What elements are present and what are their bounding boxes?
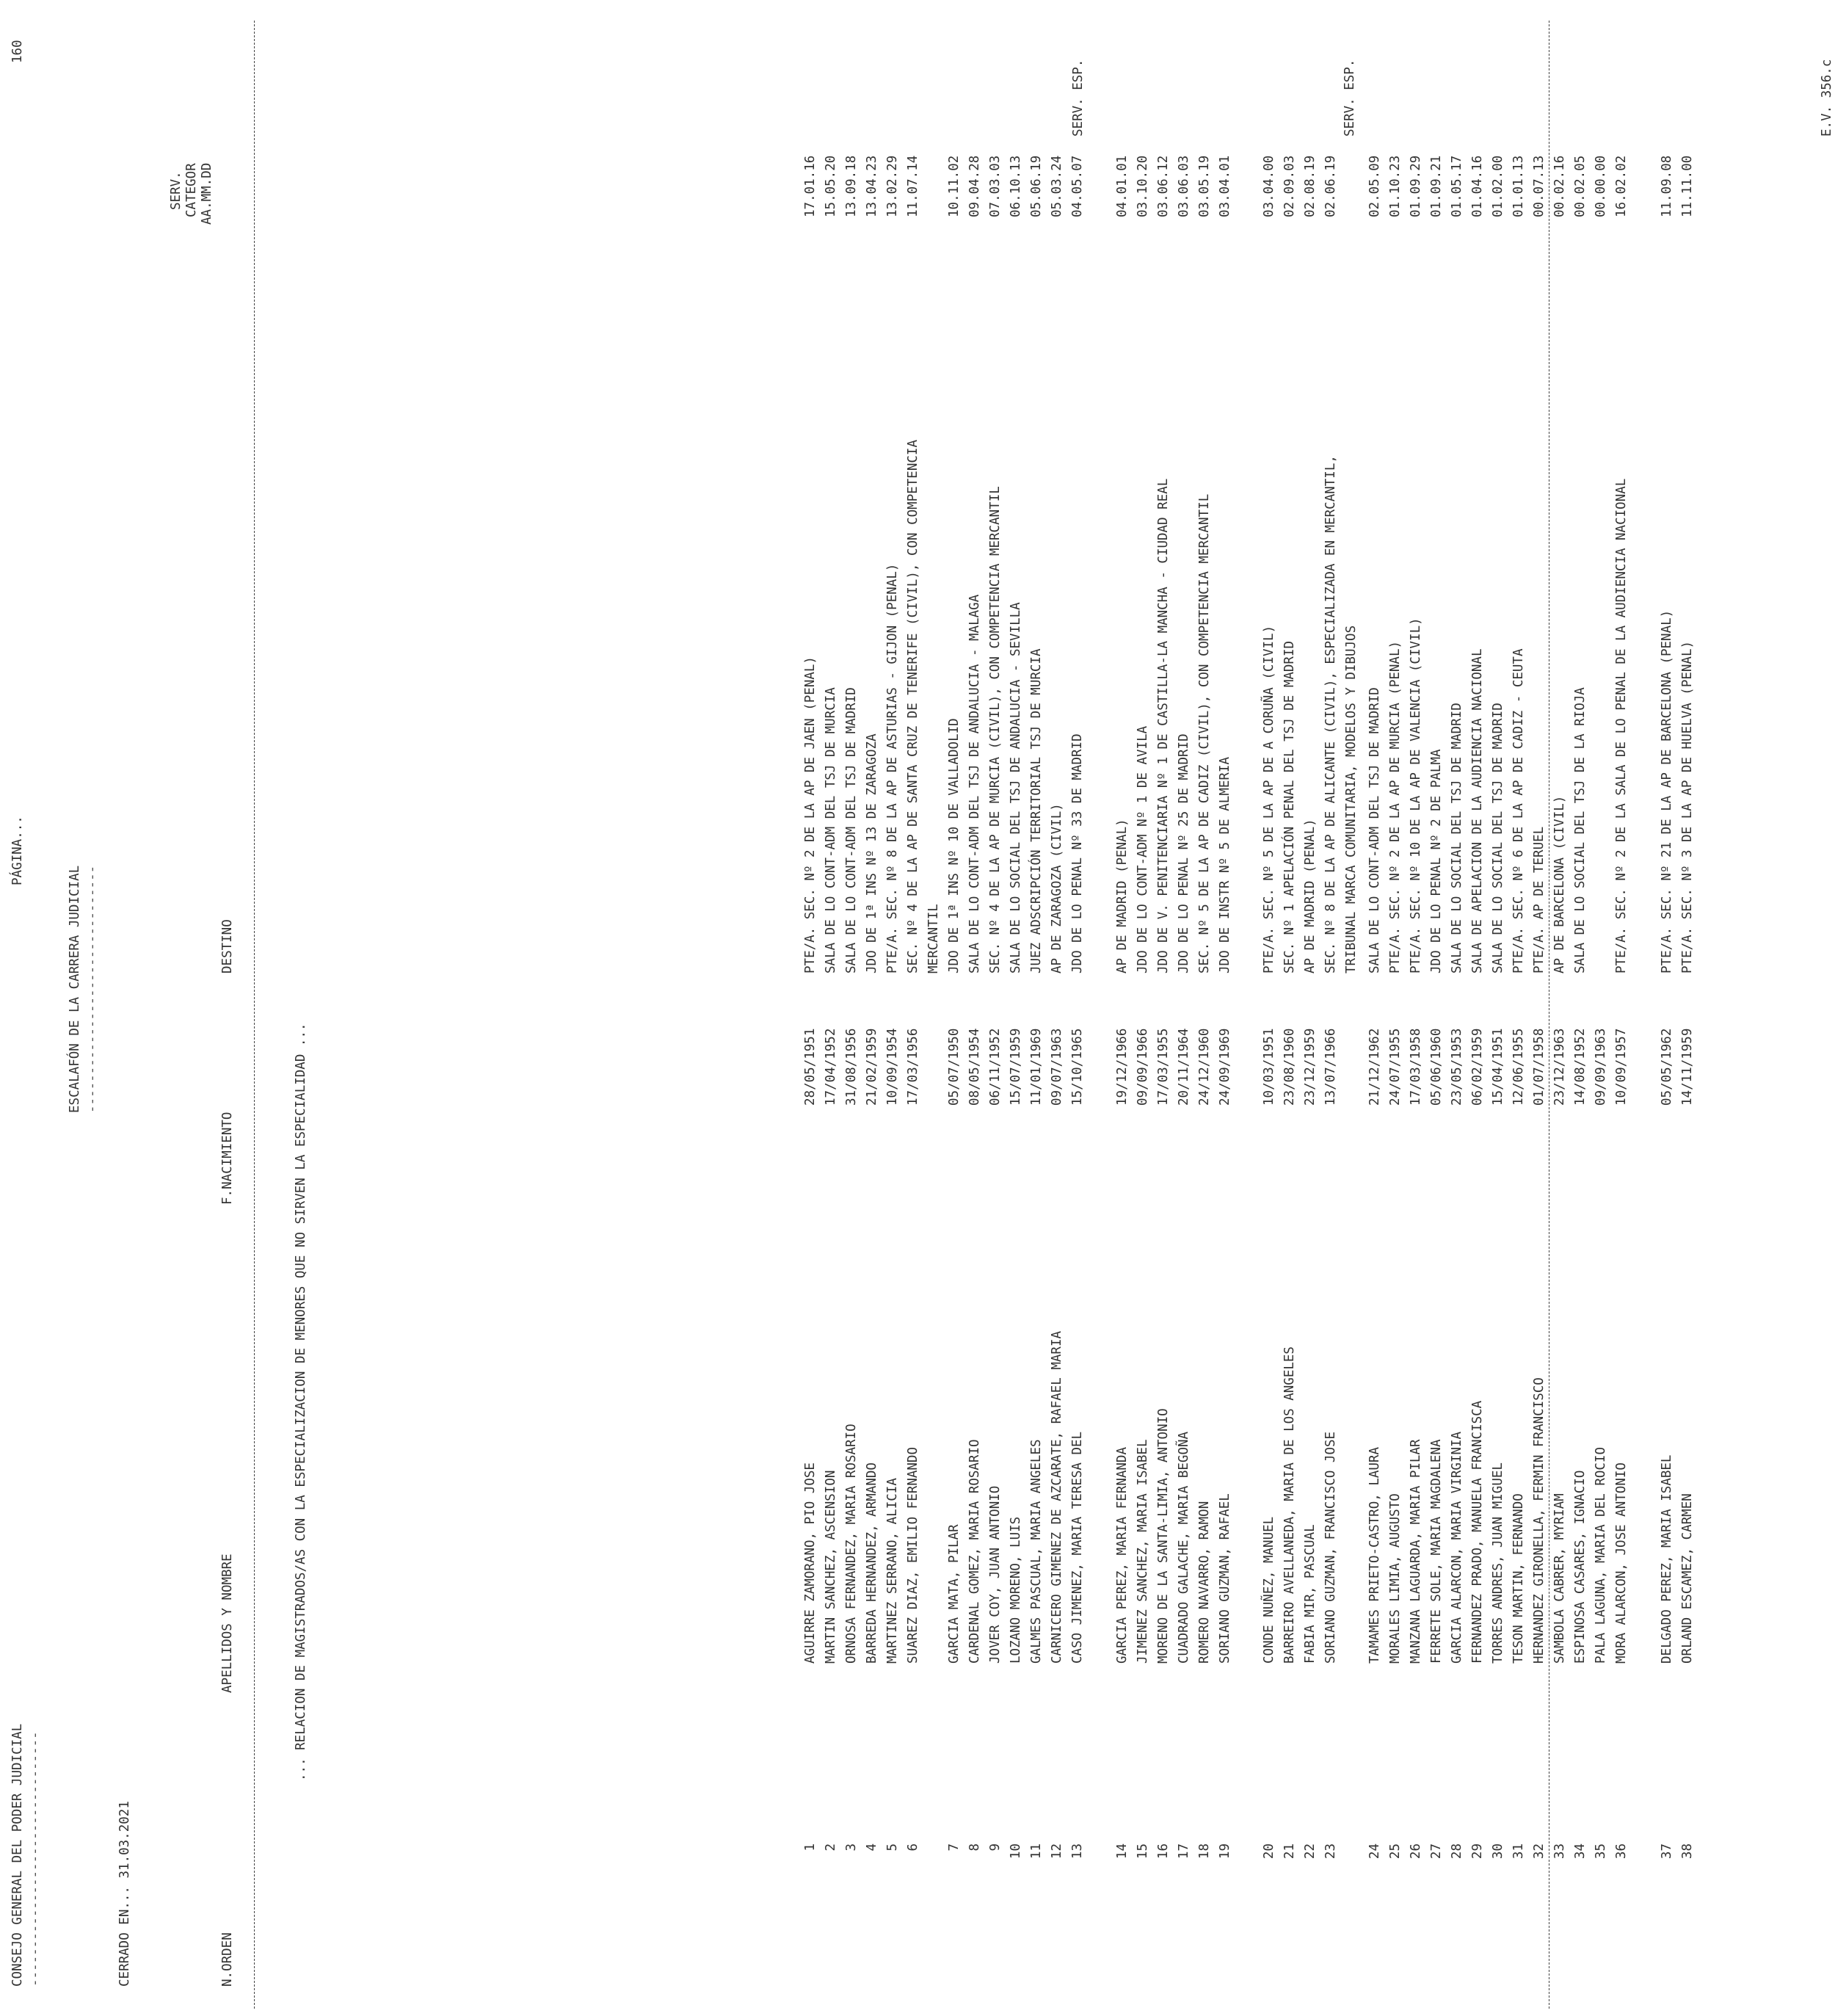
destination: PTE/A. SEC. Nº 10 DE LA AP DE VALENCIA (CIVIL) [1409,617,1423,973]
birth-date: 09/09/1963 [1594,1028,1608,1106]
birth-date: 10/09/1957 [1614,1028,1629,1106]
order-number: 25 [1388,1843,1403,1860]
person-name: TAMAMES PRIETO-CASTRO, LAURA [1367,1446,1382,1664]
birth-date: 19/12/1966 [1115,1028,1130,1106]
service-time: 03.04.00 [1262,155,1276,217]
person-name: GALMES PASCUAL, MARIA ANGELES [1029,1439,1044,1664]
birth-date: 15/04/1951 [1491,1028,1505,1106]
birth-date: 10/09/1954 [885,1028,900,1106]
person-name: MORALES LIMIA, AUGUSTO [1388,1493,1403,1664]
document-title: ESCALAFÓN DE LA CARRERA JUDICIAL [68,865,82,1113]
person-name: ESPINOSA CASARES, IGNACIO [1573,1470,1588,1664]
person-name: CUADRADO GALACHE, MARIA BEGOÑA [1177,1431,1191,1664]
person-name: MARTIN SANCHEZ, ASCENSION [824,1470,838,1664]
destination: SALA DE LO CONT-ADM DEL TSJ DE ANDALUCIA - MALAGA [967,594,982,973]
birth-date: 09/07/1963 [1050,1028,1064,1106]
destination: SEC. Nº 4 DE LA AP DE MURCIA (CIVIL), CON COMPETENCIA MERCANTIL [988,486,1003,973]
birth-date: 14/08/1952 [1573,1028,1588,1106]
service-time: 07.03.03 [988,155,1003,217]
destination: JDO DE 1ª INS Nº 10 DE VALLADOLID [947,718,962,973]
destination: JDO DE LO PENAL Nº 2 DE PALMA [1429,749,1444,973]
destination: JDO DE 1ª INS Nº 13 DE ZARAGOZA [865,733,879,973]
order-number: 21 [1282,1843,1297,1860]
service-time: 11.09.08 [1660,155,1674,217]
closed-date: CERRADO EN... 31.03.2021 [117,1801,132,1987]
col-name: APELLIDOS Y NOMBRE [220,1553,235,1693]
birth-date: 21/12/1962 [1367,1028,1382,1106]
birth-date: 11/01/1969 [1029,1028,1044,1106]
destination: JDO DE LO CONT-ADM Nº 1 DE AVILA [1135,725,1150,973]
birth-date: 08/05/1954 [967,1028,982,1106]
order-number: 29 [1470,1843,1485,1860]
destination: PTE/A. SEC. Nº 2 DE LA AP DE JAEN (PENAL) [803,656,818,973]
org-underline: --------------------------------- [28,1731,43,1987]
birth-date: 23/12/1963 [1552,1028,1567,1106]
service-time: 01.05.17 [1450,155,1464,217]
order-number: 7 [947,1843,962,1852]
birth-date: 13/07/1966 [1323,1028,1338,1106]
order-number: 22 [1303,1843,1318,1860]
service-time: 01.01.13 [1511,155,1526,217]
person-name: GARCIA MATA, PILAR [947,1524,962,1664]
service-time: 04.05.07 [1070,155,1085,217]
order-number: 10 [1009,1843,1023,1860]
page-number: 160 [10,40,25,63]
destination: PTE/A. SEC. Nº 21 DE LA AP DE BARCELONA (PENAL) [1660,609,1674,973]
service-time: 02.08.19 [1303,155,1318,217]
title-underline: -------------------------------- [85,865,100,1113]
person-name: ROMERO NAVARRO, RAMON [1197,1501,1212,1664]
service-time: 03.06.12 [1156,155,1171,217]
destination-continued: MERCANTIL [926,904,941,973]
order-number: 19 [1218,1843,1232,1860]
person-name: SAMBOLA CABRER, MYRIAM [1552,1493,1567,1664]
order-number: 4 [865,1843,879,1852]
destination: PTE/A. SEC. Nº 2 DE LA AP DE MURCIA (PENAL) [1388,640,1403,973]
birth-date: 12/06/1955 [1511,1028,1526,1106]
group-label: E.V. 356.c [1820,59,1834,137]
birth-date: 31/08/1956 [844,1028,859,1106]
person-name: SORIANO GUZMAN, FRANCISCO JOSE [1323,1431,1338,1664]
order-number: 5 [885,1843,900,1852]
person-name: MANZANA LAGUARDA, MARIA PILAR [1409,1439,1423,1664]
person-name: SORIANO GUZMAN, RAFAEL [1218,1493,1232,1664]
person-name: GARCIA PEREZ, MARIA FERNANDA [1115,1446,1130,1664]
order-number: 14 [1115,1843,1130,1860]
order-number: 3 [844,1843,859,1852]
section-title: ... RELACION DE MAGISTRADOS/AS CON LA ESPECIALIZACION DE MENORES QUE NO SIRVEN LA ESPECIALIDAD ... [294,1023,308,1781]
service-time: 05.06.19 [1029,155,1044,217]
birth-date: 17/04/1952 [824,1028,838,1106]
service-time: 01.02.00 [1491,155,1505,217]
person-name: PALA LAGUNA, MARIA DEL ROCIO [1594,1446,1608,1664]
birth-date: 24/07/1955 [1388,1028,1403,1106]
person-name: MORA ALARCON, JOSE ANTONIO [1614,1462,1629,1664]
destination: SEC. Nº 8 DE LA AP DE ALICANTE (CIVIL), ESPECIALIZADA EN MERCANTIL, [1323,455,1338,973]
org-name: CONSEJO GENERAL DEL PODER JUDICIAL [10,1723,25,1987]
page-label: PÁGINA... [10,816,25,885]
birth-date: 24/09/1969 [1218,1028,1232,1106]
col-serv-line2: CATEGOR [184,163,199,217]
destination: JUEZ ADSCRIPCIÓN TERRITORIAL TSJ DE MURCIA [1029,648,1044,973]
destination: JDO DE INSTR Nº 5 DE ALMERIA [1218,756,1232,973]
person-name: FERRETE SOLE, MARIA MAGDALENA [1429,1439,1444,1664]
birth-date: 23/08/1960 [1282,1028,1297,1106]
birth-date: 10/03/1951 [1262,1028,1276,1106]
service-time: 13.09.18 [844,155,859,217]
destination: SALA DE LO CONT-ADM DEL TSJ DE MADRID [844,687,859,973]
order-number: 26 [1409,1843,1423,1860]
group-label: SERV. ESP. [1071,59,1086,137]
destination: SALA DE LO CONT-ADM DEL TSJ DE MADRID [1367,687,1382,973]
group-label: SERV. ESP. [1342,59,1357,137]
service-time: 01.09.21 [1429,155,1444,217]
order-number: 15 [1135,1843,1150,1860]
col-order: N.ORDEN [220,1932,235,1987]
header-rule [254,21,255,2009]
person-name: FERNANDEZ PRADO, MANUELA FRANCISCA [1470,1400,1485,1664]
destination: PTE/A. SEC. Nº 6 DE LA AP DE CADIZ - CEUTA [1511,648,1526,973]
service-time: 03.04.01 [1218,155,1232,217]
service-time: 06.10.13 [1009,155,1023,217]
service-time: 00.02.16 [1552,155,1567,217]
person-name: CARNICERO GIMENEZ DE AZCARATE, RAFAEL MARIA [1050,1330,1064,1664]
service-time: 04.01.01 [1115,155,1130,217]
service-time: 11.07.14 [906,155,920,217]
order-number: 11 [1029,1843,1044,1860]
destination: SALA DE LO SOCIAL DEL TSJ DE MADRID [1491,703,1505,973]
order-number: 24 [1367,1843,1382,1860]
destination: PTE/A. SEC. Nº 5 DE LA AP DE A CORUÑA (CIVIL) [1262,625,1276,973]
destination: SEC. Nº 4 DE LA AP DE SANTA CRUZ DE TENERIFE (CIVIL), CON COMPETENCIA [906,440,920,973]
birth-date: 17/03/1956 [906,1028,920,1106]
service-time: 05.03.24 [1050,155,1064,217]
order-number: 2 [824,1843,838,1852]
birth-date: 05/05/1962 [1660,1028,1674,1106]
person-name: ORLAND ESCAMEZ, CARMEN [1680,1493,1695,1664]
destination: SEC. Nº 5 DE LA AP DE CADIZ (CIVIL), CON COMPETENCIA MERCANTIL [1197,493,1212,973]
service-time: 01.10.23 [1388,155,1403,217]
birth-date: 21/02/1959 [865,1028,879,1106]
destination: SEC. Nº 1 APELACIÓN PENAL DEL TSJ DE MADRID [1282,640,1297,973]
order-number: 23 [1323,1843,1338,1860]
person-name: GARCIA ALARCON, MARIA VIRGINIA [1450,1431,1464,1664]
order-number: 6 [906,1843,920,1852]
birth-date: 06/02/1959 [1470,1028,1485,1106]
service-time: 11.11.00 [1680,155,1695,217]
order-number: 9 [988,1843,1003,1852]
order-number: 20 [1262,1843,1276,1860]
order-number: 13 [1070,1843,1085,1860]
order-number: 1 [803,1843,818,1852]
col-dest: DESTINO [220,919,235,973]
service-time: 02.05.09 [1367,155,1382,217]
destination: SALA DE LO SOCIAL DEL TSJ DE ANDALUCIA - SEVILLA [1009,602,1023,973]
service-time: 00.00.00 [1594,155,1608,217]
service-time: 01.09.29 [1409,155,1423,217]
destination: AP DE BARCELONA (CIVIL) [1552,795,1567,973]
order-number: 12 [1050,1843,1064,1860]
service-time: 03.06.03 [1177,155,1191,217]
service-time: 16.02.02 [1614,155,1629,217]
order-number: 28 [1450,1843,1464,1860]
birth-date: 06/11/1952 [988,1028,1003,1106]
person-name: AGUIRRE ZAMORANO, PIO JOSE [803,1462,818,1664]
order-number: 35 [1594,1843,1608,1860]
person-name: SUAREZ DIAZ, EMILIO FERNANDO [906,1446,920,1664]
birth-date: 17/03/1955 [1156,1028,1171,1106]
person-name: BARREIRO AVELLANEDA, MARIA DE LOS ANGELES [1282,1346,1297,1664]
person-name: MARTINEZ SERRANO, ALICIA [885,1478,900,1664]
person-name: TESON MARTIN, FERNANDO [1511,1493,1526,1664]
order-number: 8 [967,1843,982,1852]
birth-date: 01/07/1958 [1532,1028,1547,1106]
birth-date: 05/07/1950 [947,1028,962,1106]
birth-date: 24/12/1960 [1197,1028,1212,1106]
destination: SALA DE LO SOCIAL DEL TSJ DE MADRID [1450,703,1464,973]
service-time: 17.01.16 [803,155,818,217]
birth-date: 05/06/1960 [1429,1028,1444,1106]
person-name: TORRES ANDRES, JUAN MIGUEL [1491,1462,1505,1664]
destination: AP DE MADRID (PENAL) [1115,819,1130,973]
person-name: CARDENAL GOMEZ, MARIA ROSARIO [967,1439,982,1664]
destination: AP DE ZARAGOZA (CIVIL) [1050,803,1064,973]
destination: PTE/A. SEC. Nº 2 DE LA SALA DE LO PENAL DE LA AUDIENCIA NACIONAL [1614,478,1629,973]
order-number: 34 [1573,1843,1588,1860]
destination: JDO DE LO PENAL Nº 25 DE MADRID [1177,733,1191,973]
service-time: 13.02.29 [885,155,900,217]
service-time: 03.05.19 [1197,155,1212,217]
order-number: 17 [1177,1843,1191,1860]
order-number: 38 [1680,1843,1695,1860]
destination: PTE/A. SEC. Nº 8 DE LA AP DE ASTURIAS - GIJON (PENAL) [885,563,900,973]
destination: SALA DE APELACION DE LA AUDIENCIA NACIONAL [1470,648,1485,973]
service-time: 01.04.16 [1470,155,1485,217]
person-name: BARREDA HERNANDEZ, ARMANDO [865,1462,879,1664]
order-number: 18 [1197,1843,1212,1860]
birth-date: 15/07/1959 [1009,1028,1023,1106]
birth-date: 20/11/1964 [1177,1028,1191,1106]
birth-date: 15/10/1965 [1070,1028,1085,1106]
order-number: 27 [1429,1843,1444,1860]
birth-date: 14/11/1959 [1680,1028,1695,1106]
destination-continued: TRIBUNAL MARCA COMUNITARIA, MODELOS Y DIBUJOS [1344,625,1359,973]
person-name: CASO JIMENEZ, MARIA TERESA DEL [1070,1431,1085,1664]
destination: AP DE MADRID (PENAL) [1303,819,1318,973]
birth-date: 23/05/1953 [1450,1028,1464,1106]
person-name: JIMENEZ SANCHEZ, MARIA ISABEL [1135,1439,1150,1664]
order-number: 30 [1491,1843,1505,1860]
birth-date: 17/03/1958 [1409,1028,1423,1106]
service-time: 00.02.05 [1573,155,1588,217]
service-time: 02.06.19 [1323,155,1338,217]
service-time: 13.04.23 [865,155,879,217]
person-name: ORNOSA FERNANDEZ, MARIA ROSARIO [844,1424,859,1664]
order-number: 32 [1532,1843,1547,1860]
person-name: HERNANDEZ GIRONELLA, FERMIN FRANCISCO [1532,1377,1547,1664]
order-number: 37 [1660,1843,1674,1860]
person-name: MORENO DE LA SANTA-LIMIA, ANTONIO [1156,1408,1171,1664]
service-time: 02.09.03 [1282,155,1297,217]
order-number: 36 [1614,1843,1629,1860]
service-time: 03.10.20 [1135,155,1150,217]
service-time: 00.07.13 [1532,155,1547,217]
person-name: FABIA MIR, PASCUAL [1303,1524,1318,1664]
destination: SALA DE LO CONT-ADM DEL TSJ DE MURCIA [824,687,838,973]
person-name: LOZANO MORENO, LUIS [1009,1516,1023,1664]
col-serv-line3: AA.MM.DD [200,162,214,225]
birth-date: 23/12/1959 [1303,1028,1318,1106]
service-time: 15.05.20 [824,155,838,217]
destination: JDO DE V. PENITENCIARIA Nº 1 DE CASTILLA-LA MANCHA - CIUDAD REAL [1156,478,1171,973]
order-number: 33 [1552,1843,1567,1860]
person-name: JOVER COY, JUAN ANTONIO [988,1485,1003,1664]
person-name: CONDE NUÑEZ, MANUEL [1262,1516,1276,1664]
col-dob: F.NACIMIENTO [220,1112,235,1205]
service-time: 09.04.28 [967,155,982,217]
order-number: 16 [1156,1843,1171,1860]
birth-date: 09/09/1966 [1135,1028,1150,1106]
destination: PTE/A. AP DE TERUEL [1532,826,1547,973]
destination: JDO DE LO PENAL Nº 33 DE MADRID [1070,733,1085,973]
destination: PTE/A. SEC. Nº 3 DE LA AP DE HUELVA (PENAL) [1680,640,1695,973]
destination: SALA DE LO SOCIAL DEL TSJ DE LA RIOJA [1573,687,1588,973]
birth-date: 28/05/1951 [803,1028,818,1106]
person-name: DELGADO PEREZ, MARIA ISABEL [1660,1454,1674,1664]
order-number: 31 [1511,1843,1526,1860]
col-serv-line1: SERV. [169,171,184,210]
service-time: 10.11.02 [947,155,962,217]
